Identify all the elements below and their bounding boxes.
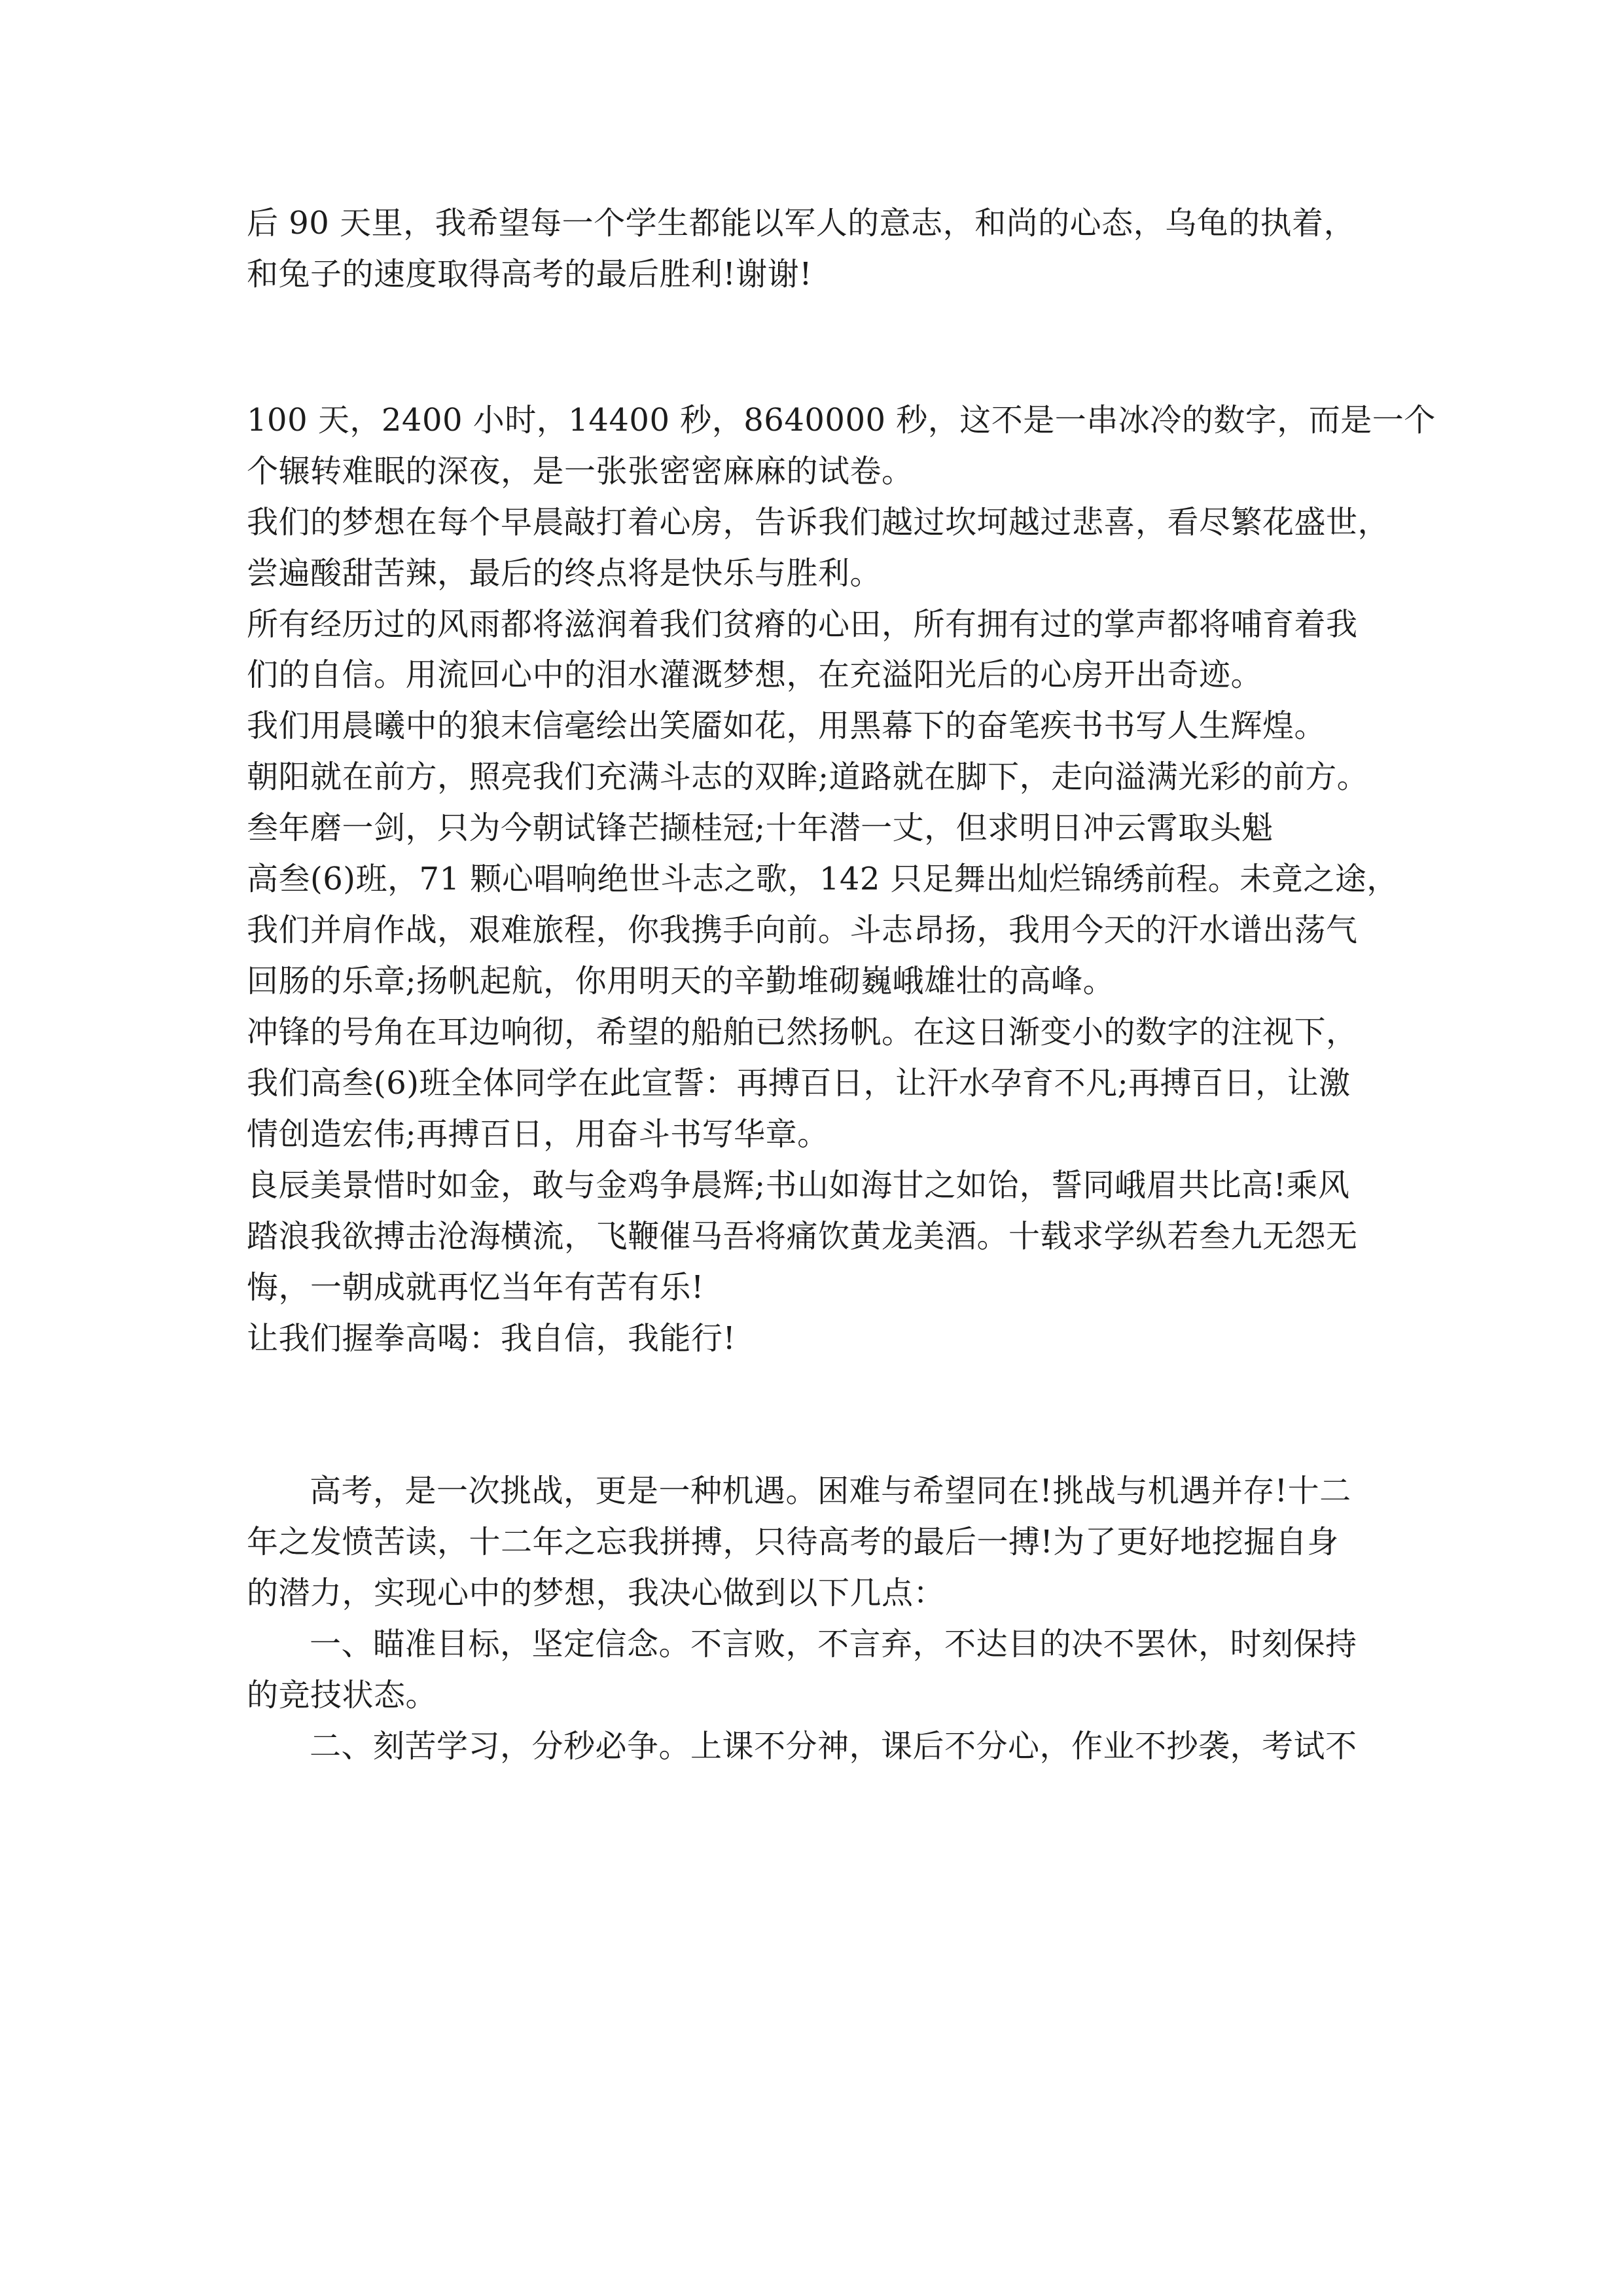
paragraph-line: 冲锋的号角在耳边响彻，希望的船舶已然扬帆。在这日渐变小的数字的注视下， [247, 1014, 1358, 1050]
paragraph-line: 朝阳就在前方，照亮我们充满斗志的双眸;道路就在脚下，走向溢满光彩的前方。 [247, 759, 1369, 795]
paragraph-line: 所有经历过的风雨都将滋润着我们贫瘠的心田，所有拥有过的掌声都将哺育着我 [247, 606, 1358, 643]
paragraph-line: 回肠的乐章;扬帆起航，你用明天的辛勤堆砌巍峨雄壮的高峰。 [247, 963, 1115, 999]
paragraph-line: 良辰美景惜时如金，敢与金鸡争晨辉;书山如海甘之如饴，誓同峨眉共比高!乘风 [247, 1167, 1350, 1204]
paragraph-line: 情创造宏伟;再搏百日，用奋斗书写华章。 [247, 1116, 829, 1153]
paragraph-line: 一、瞄准目标，坚定信念。不言败，不言弃，不达目的决不罢休，时刻保持 [310, 1626, 1357, 1662]
paragraph-line: 让我们握拳高喝：我自信，我能行! [247, 1320, 736, 1357]
paragraph-line: 悔，一朝成就再忆当年有苦有乐! [247, 1269, 704, 1306]
paragraph-line: 踏浪我欲搏击沧海横流，飞鞭催马吾将痛饮黄龙美酒。十载求学纵若叁九无怨无 [247, 1218, 1358, 1255]
paragraph-line: 个辗转难眠的深夜，是一张张密密麻麻的试卷。 [247, 453, 914, 490]
paragraph-line: 年之发愤苦读，十二年之忘我拼搏，只待高考的最后一搏!为了更好地挖掘自身 [247, 1524, 1339, 1560]
paragraph-line: 后 90 天里，我希望每一个学生都能以军人的意志，和尚的心态，乌龟的执着， [247, 205, 1356, 242]
paragraph-line: 叁年磨一剑，只为今朝试锋芒撷桂冠;十年潜一丈，但求明日冲云霄取头魁 [247, 810, 1274, 846]
paragraph-line: 和兔子的速度取得高考的最后胜利!谢谢! [247, 256, 813, 293]
paragraph-line: 我们并肩作战，艰难旅程，你我携手向前。斗志昂扬，我用今天的汗水谱出荡气 [247, 912, 1358, 948]
paragraph-line: 们的自信。用流回心中的泪水灌溉梦想，在充溢阳光后的心房开出奇迹。 [247, 656, 1263, 693]
paragraph-line: 的潜力，实现心中的梦想，我决心做到以下几点： [247, 1575, 946, 1611]
paragraph-line: 尝遍酸甜苦辣，最后的终点将是快乐与胜利。 [247, 555, 882, 592]
paragraph-line: 的竞技状态。 [247, 1677, 438, 1713]
paragraph-line: 高叁(6)班，71 颗心唱响绝世斗志之歌，142 只足舞出灿烂锦绣前程。未竟之途， [247, 861, 1399, 897]
paragraph-line: 我们的梦想在每个早晨敲打着心房，告诉我们越过坎坷越过悲喜，看尽繁花盛世， [247, 504, 1390, 541]
paragraph-line: 100 天，2400 小时，14400 秒，8640000 秒，这不是一串冰冷的数字，而是一个 [247, 402, 1436, 439]
paragraph-line: 我们用晨曦中的狼末信毫绘出笑靥如花，用黑幕下的奋笔疾书书写人生辉煌。 [247, 708, 1327, 744]
paragraph-line: 我们高叁(6)班全体同学在此宣誓：再搏百日，让汗水孕育不凡;再搏百日，让激 [247, 1065, 1351, 1102]
paragraph-line: 高考，是一次挑战，更是一种机遇。困难与希望同在!挑战与机遇并存!十二 [310, 1473, 1351, 1509]
paragraph-line: 二、刻苦学习，分秒必争。上课不分神，课后不分心，作业不抄袭，考试不 [310, 1728, 1357, 1765]
